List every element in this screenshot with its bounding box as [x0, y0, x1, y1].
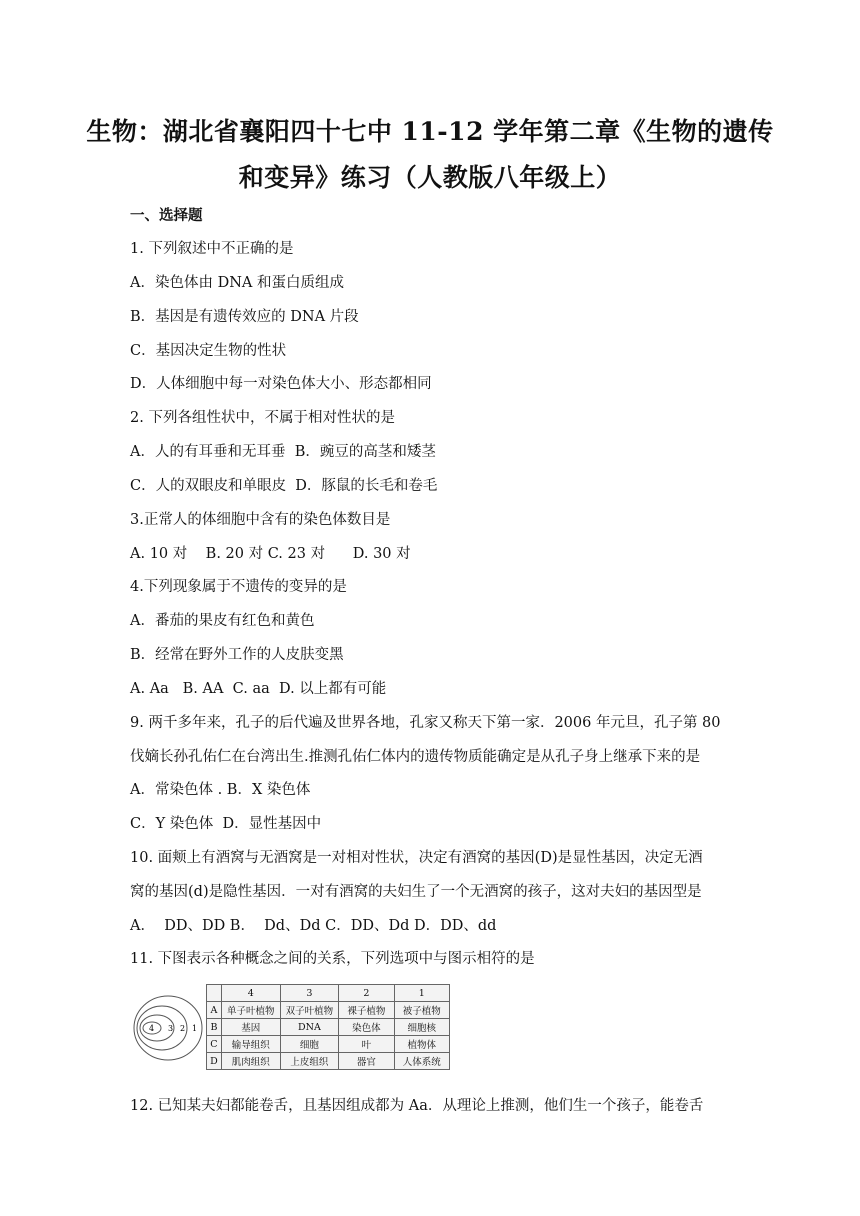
table-cell: DNA	[280, 1019, 339, 1036]
table-cell: C	[207, 1036, 222, 1053]
table-cell: 细胞	[280, 1036, 339, 1053]
venn-label-4: 4	[149, 1024, 155, 1033]
q3-options: A. 10 对 B. 20 对 C. 23 对 D. 30 对	[130, 546, 411, 562]
venn-label-2: 2	[180, 1024, 186, 1033]
q2-options-cd: C．人的双眼皮和单眼皮 D．豚鼠的长毛和卷毛	[130, 478, 438, 494]
q9-options-cd: C．Y 染色体 D．显性基因中	[130, 816, 322, 832]
section-heading: 一、选择题	[130, 207, 203, 224]
table-row	[207, 1036, 450, 1053]
table-cell: 1	[394, 985, 449, 1002]
table-header-row	[207, 985, 450, 1002]
question-11: 11. 下图表示各种概念之间的关系，下列选项中与图示相符的是	[130, 951, 535, 967]
doc-title-line-2: 和变异》练习（人教版八年级上）	[238, 163, 622, 192]
question-2: 2. 下列各组性状中，不属于相对性状的是	[130, 410, 395, 426]
nested-circles-diagram	[130, 988, 204, 1068]
doc-title-line-1: 生物：湖北省襄阳四十七中 11-12 学年第二章《生物的遗传	[86, 117, 774, 146]
q9-options-ab: A．常染色体 . B．X 染色体	[130, 782, 311, 798]
table-cell: 输导组织	[221, 1036, 280, 1053]
table-cell: 4	[221, 985, 280, 1002]
q4-option-b: B．经常在野外工作的人皮肤变黑	[130, 647, 344, 663]
concept-table	[206, 984, 450, 1070]
table-cell: D	[207, 1053, 222, 1070]
table-cell: 双子叶植物	[280, 1002, 339, 1019]
table-cell: A	[207, 1002, 222, 1019]
table-row	[207, 1019, 450, 1036]
venn-label-1: 1	[192, 1024, 198, 1033]
table-cell: 基因	[221, 1019, 280, 1036]
question-3: 3.正常人的体细胞中含有的染色体数目是	[130, 512, 391, 528]
table-row	[207, 1002, 450, 1019]
table-cell: B	[207, 1019, 222, 1036]
table-cell: 2	[339, 985, 394, 1002]
table-row	[207, 1053, 450, 1070]
q1-option-b: B．基因是有遗传效应的 DNA 片段	[130, 309, 359, 325]
q1-option-d: D．人体细胞中每一对染色体大小、形态都相同	[130, 376, 432, 392]
table-cell: 器官	[339, 1053, 394, 1070]
venn-label-3: 3	[168, 1024, 174, 1033]
table-cell: 肌肉组织	[221, 1053, 280, 1070]
table-cell: 染色体	[339, 1019, 394, 1036]
q1-option-c: C．基因决定生物的性状	[130, 343, 287, 359]
table-cell: 细胞核	[394, 1019, 449, 1036]
genotype-options: A. Aa B. AA C. aa D. 以上都有可能	[130, 681, 387, 697]
question-10-line-1: 10. 面颊上有酒窝与无酒窝是一对相对性状，决定有酒窝的基因(D)是显性基因，决定无酒	[130, 850, 703, 866]
table-cell: 植物体	[394, 1036, 449, 1053]
table-cell: 叶	[339, 1036, 394, 1053]
table-cell: 人体系统	[394, 1053, 449, 1070]
question-9-line-1: 9. 两千多年来，孔子的后代遍及世界各地，孔家又称天下第一家．2006 年元旦，孔子第 80	[130, 715, 721, 731]
question-12: 12. 已知某夫妇都能卷舌，且基因组成都为 Aa．从理论上推测，他们生一个孩子，能卷舌	[130, 1098, 704, 1114]
table-cell: 上皮组织	[280, 1053, 339, 1070]
question-10-line-2: 窝的基因(d)是隐性基因．一对有酒窝的夫妇生了一个无酒窝的孩子，这对夫妇的基因型是	[130, 884, 702, 900]
table-cell	[207, 985, 222, 1002]
table-cell: 3	[280, 985, 339, 1002]
question-9-line-2: 伐嫡长孙孔佑仁在台湾出生.推测孔佑仁体内的遗传物质能确定是从孔子身上继承下来的是	[130, 749, 701, 765]
q10-options: A． DD、DD B． Dd、Dd C．DD、Dd D．DD、dd	[130, 918, 497, 934]
table-cell: 单子叶植物	[221, 1002, 280, 1019]
concept-figure	[130, 978, 450, 1070]
q1-option-a: A．染色体由 DNA 和蛋白质组成	[130, 275, 344, 291]
q4-option-a: A．番茄的果皮有红色和黄色	[130, 613, 315, 629]
table-cell: 裸子植物	[339, 1002, 394, 1019]
q2-options-ab: A．人的有耳垂和无耳垂 B．豌豆的高茎和矮茎	[130, 444, 436, 460]
table-cell: 被子植物	[394, 1002, 449, 1019]
question-1: 1. 下列叙述中不正确的是	[130, 241, 294, 257]
question-4: 4.下列现象属于不遗传的变异的是	[130, 579, 347, 595]
